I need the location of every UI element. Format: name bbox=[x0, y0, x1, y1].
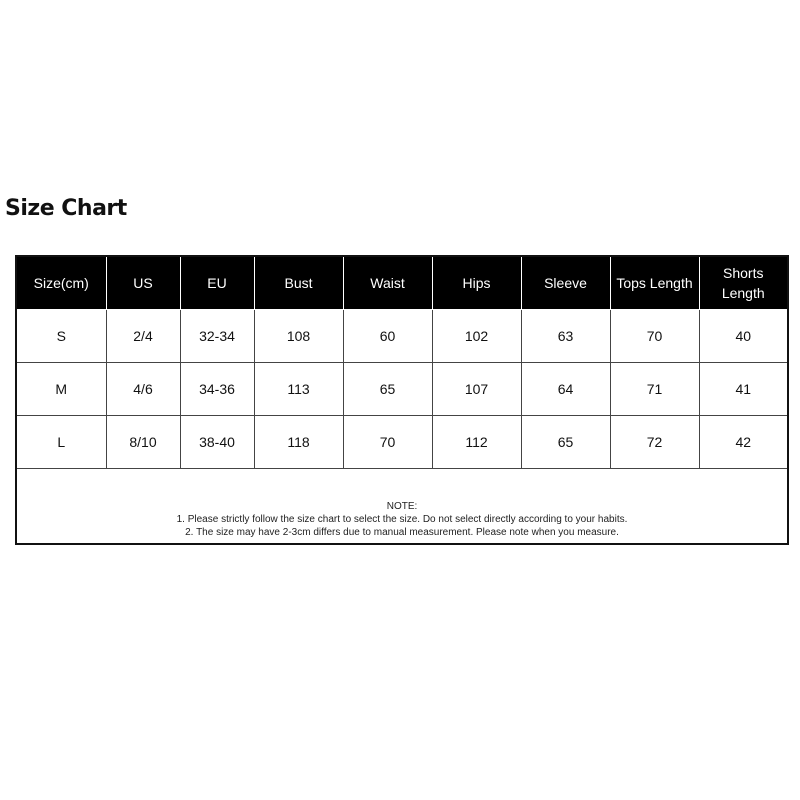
table-cell: 40 bbox=[699, 310, 788, 363]
table-cell: 64 bbox=[521, 363, 610, 416]
table-cell: 65 bbox=[521, 416, 610, 469]
table-cell: 63 bbox=[521, 310, 610, 363]
table-cell: 60 bbox=[343, 310, 432, 363]
note-title: NOTE: bbox=[386, 501, 418, 512]
table-row bbox=[16, 363, 788, 416]
header-bust: Bust bbox=[254, 256, 343, 310]
table-cell: 2/4 bbox=[106, 310, 180, 363]
table-cell: 38-40 bbox=[180, 416, 254, 469]
table-cell: M bbox=[16, 363, 106, 416]
header-us: US bbox=[106, 256, 180, 310]
table-cell: 112 bbox=[432, 416, 521, 469]
table-cell: 8/10 bbox=[106, 416, 180, 469]
note-line-1: 1. Please strictly follow the size chart to select the size. Do not select directly according to your habits. bbox=[176, 514, 628, 525]
table-cell: 107 bbox=[432, 363, 521, 416]
page-title: Size Chart bbox=[5, 196, 127, 221]
table-cell: 108 bbox=[254, 310, 343, 363]
table-row bbox=[16, 310, 788, 363]
header-shorts-length: Shorts Length bbox=[699, 256, 788, 310]
table-cell: 113 bbox=[254, 363, 343, 416]
header-eu: EU bbox=[180, 256, 254, 310]
table-header-row bbox=[16, 256, 788, 310]
table-cell: 72 bbox=[610, 416, 699, 469]
table-cell: 65 bbox=[343, 363, 432, 416]
table-cell: 71 bbox=[610, 363, 699, 416]
table-cell: 34-36 bbox=[180, 363, 254, 416]
table-cell: L bbox=[16, 416, 106, 469]
table-cell: S bbox=[16, 310, 106, 363]
note-cell bbox=[16, 469, 788, 545]
table-cell: 42 bbox=[699, 416, 788, 469]
header-size: Size(cm) bbox=[16, 256, 106, 310]
table-cell: 32-34 bbox=[180, 310, 254, 363]
header-sleeve: Sleeve bbox=[521, 256, 610, 310]
table-cell: 70 bbox=[610, 310, 699, 363]
note-row bbox=[16, 469, 788, 545]
header-tops-length: Tops Length bbox=[610, 256, 699, 310]
size-chart-table bbox=[15, 255, 789, 545]
note-line-2: 2. The size may have 2-3cm differs due to manual measurement. Please note when you measure. bbox=[185, 527, 619, 538]
table-cell: 118 bbox=[254, 416, 343, 469]
table-cell: 4/6 bbox=[106, 363, 180, 416]
table-cell: 70 bbox=[343, 416, 432, 469]
header-hips: Hips bbox=[432, 256, 521, 310]
header-waist: Waist bbox=[343, 256, 432, 310]
table-row bbox=[16, 416, 788, 469]
table-cell: 102 bbox=[432, 310, 521, 363]
table-cell: 41 bbox=[699, 363, 788, 416]
